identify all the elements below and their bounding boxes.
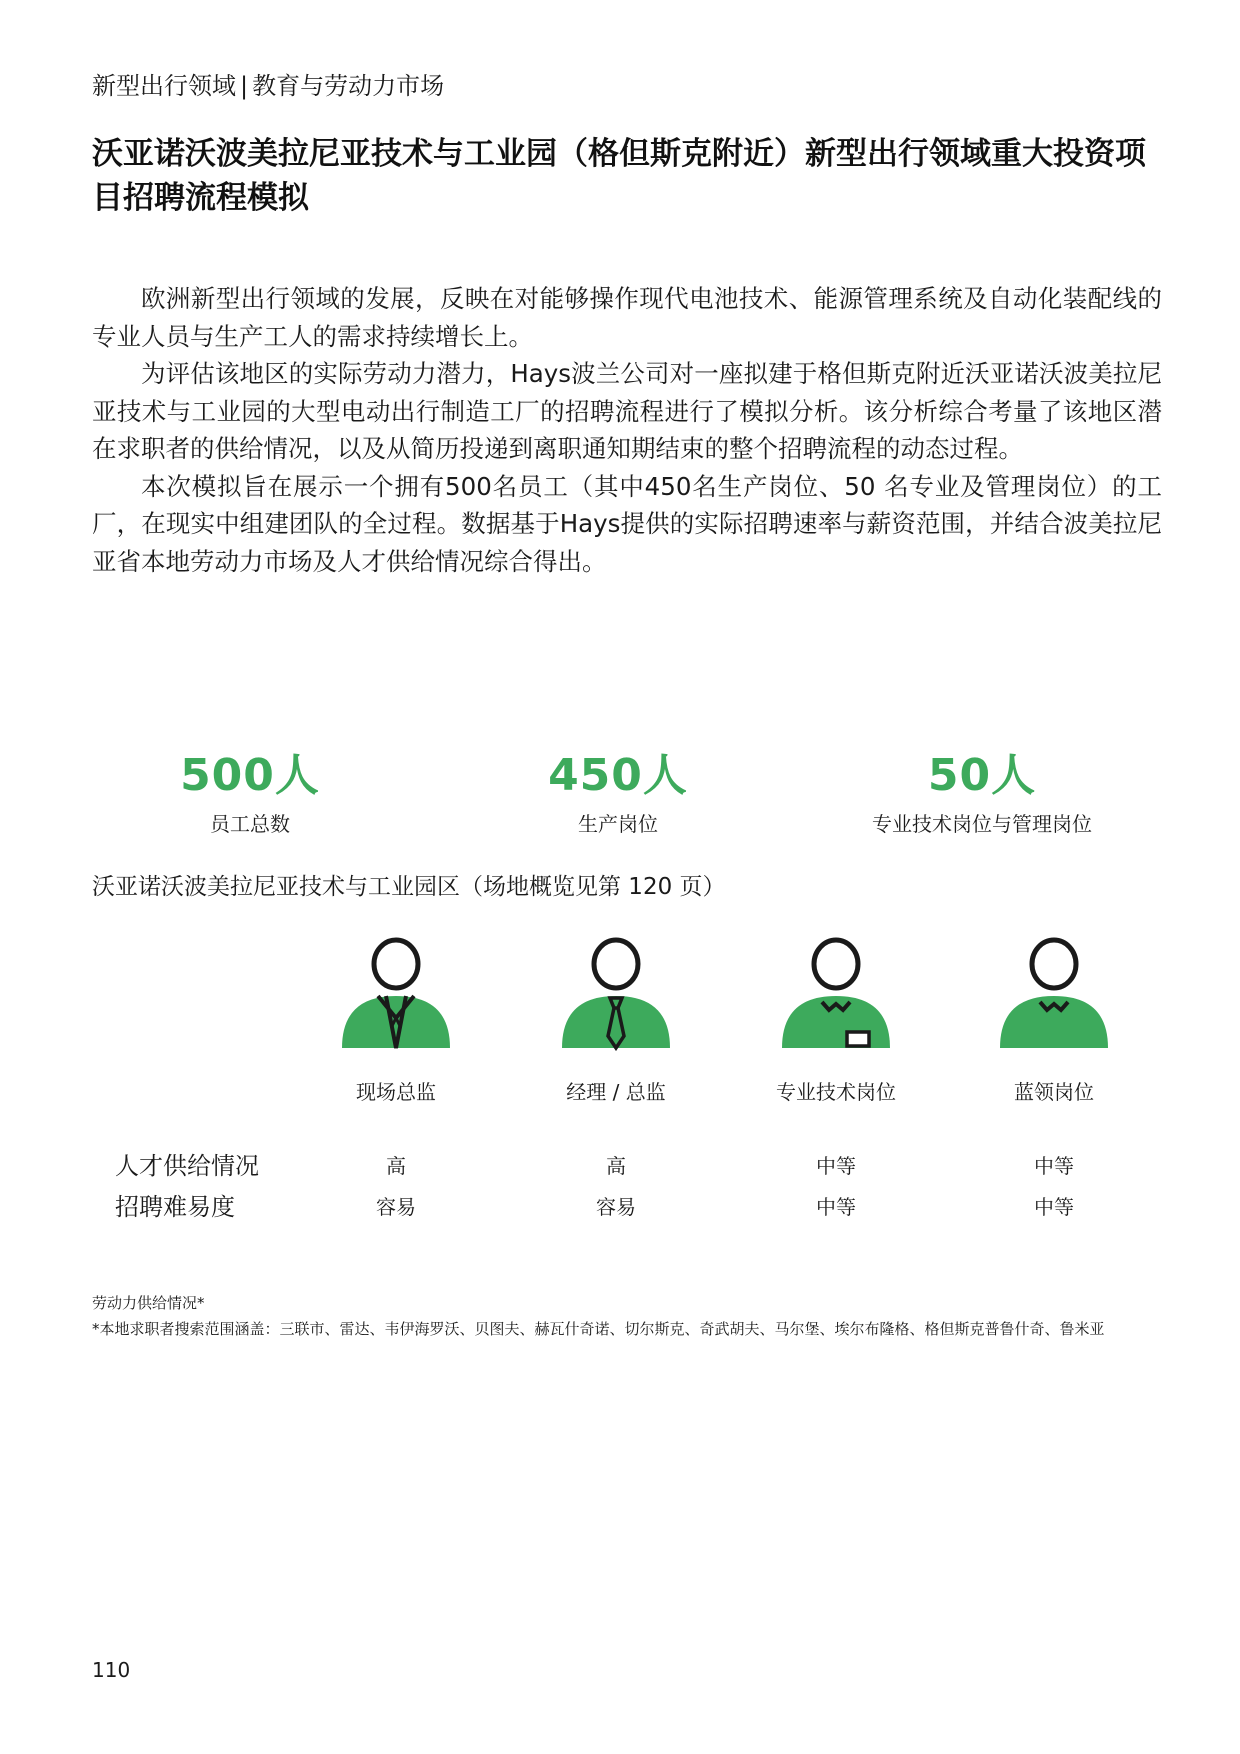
role-blue-collar (954, 936, 1154, 1105)
stat-production-jobs (458, 750, 778, 837)
table-cell: 中等 (1034, 1154, 1074, 1178)
section-header (92, 66, 444, 101)
table-cell: 高 (606, 1154, 626, 1178)
role-name: 现场总监 (356, 1080, 436, 1104)
stat-value: 50人 (927, 750, 1037, 801)
header-separator: | (240, 72, 249, 100)
table-cell: 容易 (376, 1195, 416, 1219)
body-text (92, 280, 1162, 580)
table-cell: 中等 (816, 1195, 856, 1219)
role-specialist (736, 936, 936, 1105)
blue-collar-icon (994, 936, 1114, 1056)
subsection-name: 教育与劳动力市场 (252, 72, 445, 100)
footnote-text: *本地求职者搜索范围涵盖：三联市、雷达、韦伊海罗沃、贝图夫、赫瓦什奇诺、切尔斯克、奇武胡夫、马尔堡、埃尔布隆格、格但斯克普鲁什奇、鲁米亚 (92, 1320, 1105, 1338)
manager-icon (556, 936, 676, 1056)
row-label-recruitment-difficulty: 招聘难易度 (115, 1193, 235, 1221)
table-cell: 高 (386, 1154, 406, 1178)
row-label-talent-supply: 人才供给情况 (115, 1152, 259, 1180)
stat-specialist-management-jobs (822, 750, 1142, 837)
role-name: 蓝领岗位 (1014, 1080, 1094, 1104)
park-caption: 沃亚诺沃波美拉尼亚技术与工业园区（场地概览见第 120 页） (92, 874, 726, 900)
table-cell: 中等 (1034, 1195, 1074, 1219)
table-cell: 中等 (816, 1154, 856, 1178)
stat-label: 生产岗位 (578, 812, 658, 836)
footnote (92, 1290, 1172, 1342)
role-name: 经理 / 总监 (566, 1080, 666, 1104)
stat-value: 500人 (180, 750, 320, 801)
role-name: 专业技术岗位 (776, 1080, 896, 1104)
stat-value: 450人 (548, 750, 688, 801)
page-title: 沃亚诺沃波美拉尼亚技术与工业园（格但斯克附近）新型出行领域重大投资项目招聘流程模拟 (92, 136, 1146, 216)
stat-label: 专业技术岗位与管理岗位 (872, 812, 1092, 836)
site-director-icon (336, 936, 456, 1056)
footnote-title: 劳动力供给情况* (92, 1294, 205, 1312)
paragraph-2: 为评估该地区的实际劳动力潜力，Hays波兰公司对一座拟建于格但斯克附近沃亚诺沃波美拉尼亚技术与工业园的大型电动出行制造工厂的招聘流程进行了模拟分析。该分析综合考量了该地区潜在求职者的供给情况，以及从简历投递到离职通知期结束的整个招聘流程的动态过程。 (92, 359, 1162, 463)
section-name: 新型出行领域 (92, 72, 236, 100)
page-number: 110 (92, 1658, 131, 1682)
role-manager (516, 936, 716, 1105)
specialist-icon (776, 936, 896, 1056)
stat-total-employees (90, 750, 410, 837)
paragraph-1: 欧洲新型出行领域的发展，反映在对能够操作现代电池技术、能源管理系统及自动化装配线的专业人员与生产工人的需求持续增长上。 (92, 284, 1162, 351)
table-cell: 容易 (596, 1195, 636, 1219)
role-site-director (296, 936, 496, 1105)
paragraph-3: 本次模拟旨在展示一个拥有500名员工（其中450名生产岗位、50 名专业及管理岗位）的工厂，在现实中组建团队的全过程。数据基于Hays提供的实际招聘速率与薪资范围，并结合波美拉尼亚省本地劳动力市场及人才供给情况综合得出。 (92, 471, 1162, 576)
stat-label: 员工总数 (210, 812, 290, 836)
